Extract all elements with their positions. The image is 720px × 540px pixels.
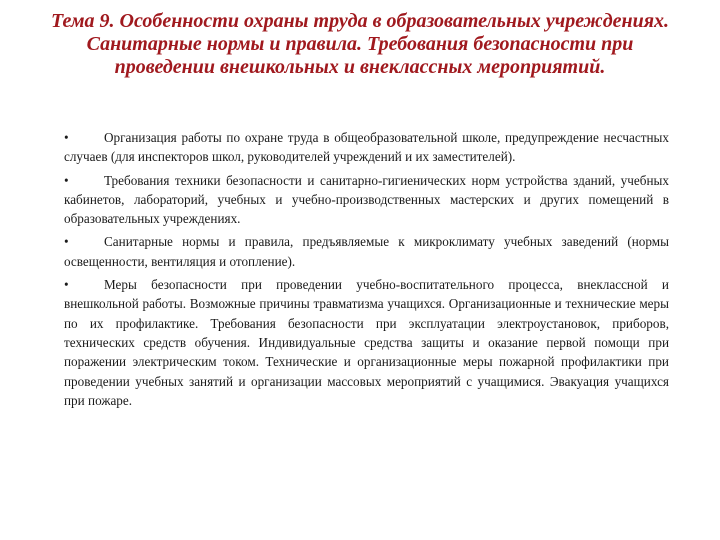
bullet-item bbox=[64, 171, 669, 229]
bullet-text: Меры безопасности при проведении учебно-воспитательного процесса, внеклассной и внешкольной работы. Возможные причины травматизма учащихся. Организационные и технические меры по их профилактике. Требования безопасности при эксплуатации электроустановок, приборов, технических средств обучения. Индивидуальные средства защиты и оказание первой помощи при поражении электрическим током. Технические и организационные меры пожарной профилактики при проведении учебных занятий и организации массовых мероприятий с учащимися. Эвакуация учащихся при пожаре. bbox=[64, 277, 669, 408]
bullet-icon: • bbox=[64, 277, 69, 293]
bullet-item bbox=[64, 275, 669, 410]
bullet-icon: • bbox=[64, 130, 69, 145]
slide-title: Тема 9. Особенности охраны труда в образовательных учреждениях. Санитарные нормы и правила. Требования безопасности при проведении внешкольных и внеклассных мероприятий. bbox=[50, 10, 670, 78]
bullet-item bbox=[64, 128, 669, 167]
bullet-text: Требования техники безопасности и санитарно-гигиенических норм устройства зданий, учебных кабинетов, лабораторий, учебных и учебно-производственных мастерских и других помещений в образовательных учреждениях. bbox=[64, 172, 669, 227]
slide-body bbox=[64, 128, 669, 414]
bullet-item bbox=[64, 232, 669, 271]
bullet-text: Организация работы по охране труда в общеобразовательной школе, предупреждение несчастных случаев (для инспекторов школ, руководителей учреждений и их заместителей). bbox=[64, 130, 669, 165]
bullet-icon: • bbox=[64, 172, 69, 188]
bullet-text: Санитарные нормы и правила, предъявляемые к микроклимату учебных заведений (нормы освещенности, вентиляция и отопление). bbox=[64, 234, 669, 269]
bullet-icon: • bbox=[64, 234, 69, 250]
